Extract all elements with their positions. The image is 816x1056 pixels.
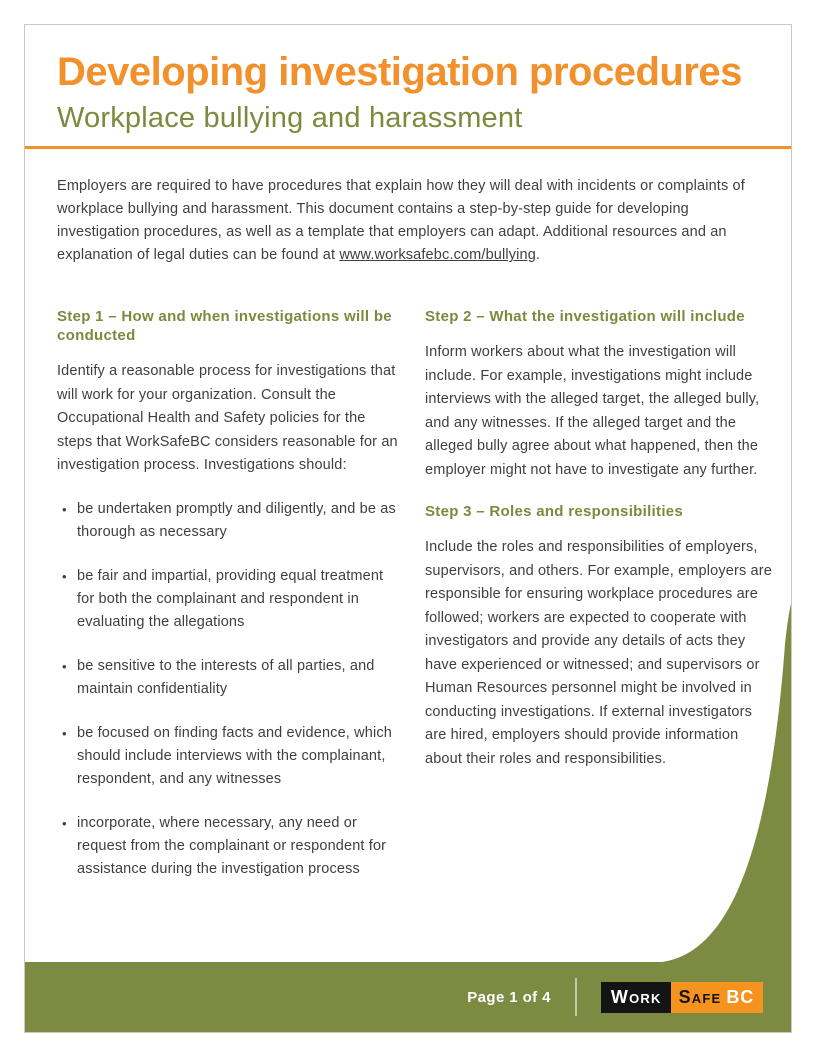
header-rule bbox=[25, 146, 791, 149]
page-frame bbox=[24, 24, 792, 1033]
step-2-section bbox=[425, 307, 777, 482]
page-subtitle: Workplace bullying and harassment bbox=[57, 101, 523, 134]
footer-divider bbox=[575, 978, 577, 1016]
footer-bar bbox=[25, 962, 791, 1032]
bullet-item: • be focused on finding facts and evidence, which should include interviews with the complainant, respondent, and any witnesses bbox=[57, 722, 403, 791]
intro-text-end: . bbox=[535, 247, 541, 264]
page-number: Page 1 of 4 bbox=[467, 988, 551, 1006]
step-2-body: Inform workers about what the investigation will include. For example, investigations might include interviews with the alleged target, the alleged bully, and any witnesses. If the alleged target and the alleged bully agree about what happened, then the employer might not have to investigate any further. bbox=[425, 344, 760, 478]
step-2-heading: Step 2 – What the investigation will include bbox=[425, 308, 745, 326]
bullying-link[interactable]: www.worksafebc.com/bullying bbox=[339, 247, 536, 264]
left-column bbox=[57, 307, 403, 902]
step-1-section bbox=[57, 307, 403, 881]
step-1-body: Identify a reasonable process for investigations that will work for your organization. Consult the Occupational Health and Safety policies for the steps that WorkSafeBC considers reasonable for an investigation process. Investigations should: bbox=[57, 363, 398, 474]
step-3-body: Include the roles and responsibilities of employers, supervisors, and others. For example, employers are responsible for ensuring workplace procedures are followed; workers are expected to cooperate with investigators and provide any details of acts they have experienced or witnessed; and supervisors or Human Resources personnel might be involved in conducting investigations. If external investigators are hired, employers should provide information about their roles and responsibilities. bbox=[425, 539, 772, 767]
document-header bbox=[25, 25, 791, 133]
intro-paragraph bbox=[57, 175, 745, 267]
logo-safebc-segment bbox=[671, 982, 763, 1013]
intro-text: Employers are required to have procedures that explain how they will deal with incidents or complaints of workplace bullying and harassment. This document contains a step-by-step guide for developing investigation procedures, as well as a template that employers can adapt. Additional resources and an explanation of legal duties can be found at bbox=[57, 178, 745, 264]
step-1-heading: Step 1 – How and when investigations will be conducted bbox=[57, 308, 392, 345]
logo-safe-text: Safe bbox=[678, 986, 722, 1007]
step-1-bullet-list bbox=[57, 498, 403, 881]
logo-work-segment: Work bbox=[601, 982, 671, 1013]
logo-bc-text: BC bbox=[726, 986, 754, 1007]
bullet-item: • incorporate, where necessary, any need or request from the complainant or respondent for assistance during the investigation process bbox=[57, 812, 403, 881]
step-3-heading: Step 3 – Roles and responsibilities bbox=[425, 503, 684, 521]
bullet-item: • be undertaken promptly and diligently, and be as thorough as necessary bbox=[57, 498, 403, 544]
bullet-item: • be sensitive to the interests of all parties, and maintain confidentiality bbox=[57, 655, 403, 701]
footer-swoosh-decoration bbox=[591, 604, 791, 962]
bullet-item: • be fair and impartial, providing equal treatment for both the complainant and respondent in evaluating the allegations bbox=[57, 565, 403, 634]
page-title: Developing investigation procedures bbox=[57, 50, 742, 94]
worksafebc-logo bbox=[601, 982, 763, 1013]
